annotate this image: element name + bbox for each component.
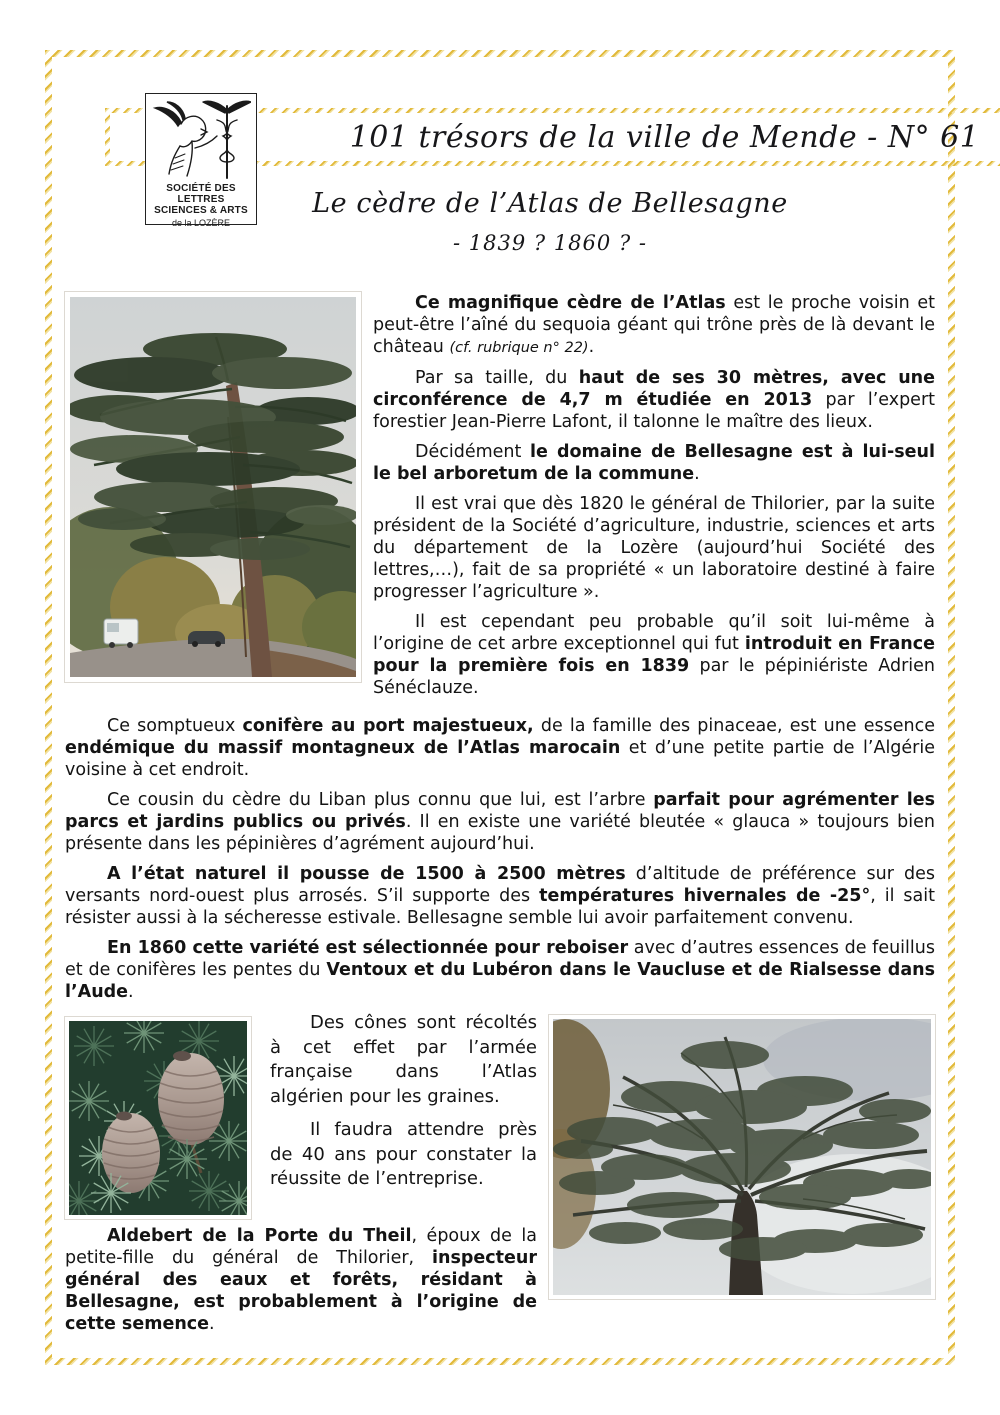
- article-title: Le cèdre de l’Atlas de Bellesagne: [312, 188, 788, 219]
- cedar-canopy-silhouette-photo: [549, 1015, 935, 1299]
- paragraph: Il est cependant peu probable qu’il soit lui-même à l’origine de cet arbre exceptionnel qui fut introduit en France pour la première fois en 1839 par le pépiniériste Adrien Sénéclauze.: [373, 612, 935, 698]
- paragraph: Ce somptueux conifère au port majestueux, de la famille des pinaceae, est une essence endémique du massif montagneux de l’Atlas marocain et d’une petite partie de l’Algérie voisine à cet endroit.: [65, 716, 936, 780]
- paragraph: Décidément le domaine de Bellesagne est à lui-seul le bel arboretum de la commune.: [373, 442, 935, 484]
- paragraph: Aldebert de la Porte du Theil, époux de la petite-fille du général de Thilorier, inspecteur général des eaux et forêts, résidant à Bellesagne, est probablement à l’origine de cette semence.: [65, 1226, 537, 1334]
- paragraph: Par sa taille, du haut de ses 30 mètres, avec une circonférence de 4,7 m étudiée en 2013 par l’expert forestier Jean-Pierre Lafont, il talonne le maître des lieux.: [373, 368, 936, 432]
- intro-section: [65, 292, 935, 707]
- series-title: 101 trésors de la ville de Mende - N° 61: [349, 119, 980, 155]
- paragraph: Ce cousin du cèdre du Liban plus connu que lui, est l’arbre parfait pour agrémenter les parcs et jardins publics ou privés. Il en existe une variété bleutée « glauca » toujours bien présente dans les pépinières d’agrément aujourd’hui.: [65, 790, 936, 854]
- cedar-cones-foliage-photo: [65, 1017, 251, 1219]
- logo-line: SCIENCES & ARTS: [154, 205, 248, 217]
- article-dates: - 1839 ? 1860 ? -: [453, 231, 647, 255]
- logo-text: [146, 183, 256, 228]
- cedar-tree-roadside-photo: [65, 292, 361, 682]
- paragraph: Des cônes sont récoltés à cet effet par l’armée française dans l’Atlas algérien pour les graines.: [270, 1012, 537, 1107]
- mercury-engraving-icon: [151, 96, 251, 182]
- paragraph: Il faudra attendre près de 40 ans pour constater la réussite de l’entreprise.: [270, 1119, 537, 1189]
- paragraph: A l’état naturel il pousse de 1500 à 2500 mètres d’altitude de préférence sur des versants nord-ouest plus arrosés. S’il supporte des températures hivernales de -25°, il sait résister aussi à la sécheresse estivale. Bellesagne semble lui avoir parfaitement convenu.: [65, 864, 936, 928]
- logo-plate: [145, 93, 257, 228]
- logo-line: de la LOZÈRE: [171, 217, 231, 228]
- intro-text-column: [373, 292, 935, 707]
- closing-section: [65, 1011, 935, 1343]
- article-body: [65, 292, 935, 1343]
- article-header: [200, 188, 900, 255]
- paragraph: Ce magnifique cèdre de l’Atlas est le proche voisin et peut-être l’aîné du sequoia géant qui trône près de là devant le château (cf. rubrique n° 22).: [373, 293, 935, 357]
- paragraph: Il est vrai que dès 1820 le général de Thilorier, par la suite président de la Société d’agriculture, industrie, sciences et arts du département de la Lozère (aujourd’hui Société des lettres,…), fait de sa propriété « un laboratoire destiné à faire progresser l’agriculture ».: [373, 494, 935, 602]
- paragraph: En 1860 cette variété est sélectionnée pour reboiser avec d’autres essences de feuillus et de conifères les pentes du Ventoux et du Lubéron dans le Vaucluse et de Rialsesse dans l’Aude.: [65, 938, 936, 1002]
- logo-line: SOCIÉTÉ DES LETTRES: [166, 183, 236, 206]
